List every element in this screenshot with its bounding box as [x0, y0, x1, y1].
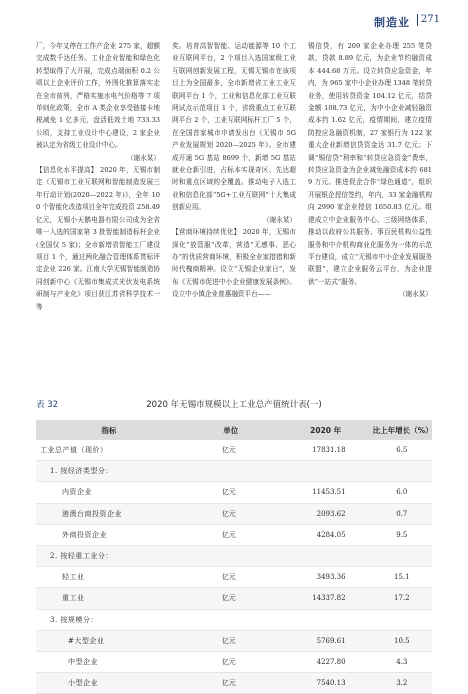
- row-indicator: 中型企业: [36, 651, 182, 672]
- paragraph: 【营商环境持续优化】 2020 年，无锡市深化“放管服”改革，营造“无感事、恶心办”的优质营商环境，积极全业家措措和新时代槐商精神。设立“无锡企业家日”，发布《无锡市促进中小企业健康发展条例》。设立中小镇企业普惠融资平台——: [172, 228, 296, 299]
- row-growth: 9.5: [372, 524, 432, 545]
- section-title: 制造业: [374, 16, 410, 29]
- row-indicator: 外商投资企业: [36, 524, 182, 545]
- table-row: [36, 482, 432, 503]
- text-column-3: [308, 40, 432, 301]
- row-indicator: 工业总产值（现价）: [36, 440, 182, 461]
- header-growth: 比上年增长（%）: [372, 420, 432, 440]
- row-unit: 亿元: [182, 630, 280, 651]
- table-row: [36, 567, 432, 588]
- table-row: [36, 651, 432, 672]
- table-row: [36, 630, 432, 651]
- row-value: 14337.82: [280, 588, 372, 609]
- row-indicator: 小型企业: [36, 673, 182, 694]
- paragraph: 奖。培育高智智能、运动能源等 10 个工业互联网平台，2 个项目入选国家级工业互联网创新发展工程，无锡无锡市在该项目上为全国最多，全市新增省工业工业互联网平台 1 个，工业和信息化部工业互联网试点示范项目 1 个，省级重点工业互联网平台 2 个，工业互联网标杆工厂 5 个，在全国首家城市申请发出台《无锡市 5G 产业发展规划 2020—2025 年》。全市建成开通 5G 基站 8699 个，新增 5G 基站就业仓新引进，占标本实现奇区、先达超时和重点区域的全覆盖。推动电子入选工业和信息化部“5G+工业互联网”十大集成创新应用。: [172, 42, 296, 212]
- row-value: [280, 461, 372, 482]
- table-header-row: [36, 420, 432, 440]
- row-unit: [182, 545, 280, 566]
- article-body: [36, 40, 432, 340]
- row-indicator: 内资企业: [36, 482, 182, 503]
- row-value: 4227.80: [280, 651, 372, 672]
- table-row: [36, 588, 432, 609]
- row-unit: [182, 461, 280, 482]
- text-column-2: [172, 40, 296, 301]
- row-growth: 15.1: [372, 567, 432, 588]
- row-growth: 4.3: [372, 651, 432, 672]
- table-number: 表 32: [36, 400, 59, 410]
- row-unit: 亿元: [182, 673, 280, 694]
- paragraph: 【信息化水平提高】 2020 年，无锡市制定《无锡市工业互联网和智能制造发展三年行动计划(2020—2022 年)》，全年 100 个智能化改造项目全年完成投资 258.49 亿元，无锡小天鹅电器有限公司成为全省唯一入选的国家第 3 批智能制造标杆企业(全国仅 5 家)；全市新增省智能工厂建设项目 1 个，通过两化融合管理体系贯标评定企业 226 家。江南大学无锡智能制造协同创新中心《无锡市集成式光伏发电系统研制与产业化》项目获江苏省科学技术一等: [36, 166, 160, 311]
- row-unit: [182, 609, 280, 630]
- page-header: [0, 0, 468, 34]
- header-unit: 单位: [182, 420, 280, 440]
- row-indicator: #大型企业: [36, 630, 182, 651]
- row-growth: [372, 461, 432, 482]
- row-growth: 17.2: [372, 588, 432, 609]
- statistics-table: [36, 420, 432, 694]
- row-value: 5769.61: [280, 630, 372, 651]
- table-title: 2020 年无锡市规模以上工业总产值统计表(一): [146, 400, 322, 410]
- row-unit: 亿元: [182, 524, 280, 545]
- row-unit: 亿元: [182, 588, 280, 609]
- row-unit: 亿元: [182, 503, 280, 524]
- row-indicator: 轻工业: [36, 567, 182, 588]
- row-indicator: 3. 按规模分：: [36, 609, 182, 630]
- table-row: [36, 440, 432, 461]
- paragraph: 厂，今年又停在工作产企业 275 家，超额完成数千达任务。工业企业智能和绿色化转型取得了大开展，完成点端面积 0.2 公顷以上企业评价工作，外围化推算落实走在全市前列，严格实施水电气价格等 7 项单则化政策，全市 A 类企业享受链接卡地税减免 1 亿多元，盘活低效土地 733.33 公顷，支持工业设计中心建设，2 家企业被认定为省级工业设计中心。: [36, 42, 160, 150]
- source-note: （谢永某）: [263, 215, 296, 224]
- table-row: [36, 609, 432, 630]
- row-unit: 亿元: [182, 482, 280, 503]
- page-number: 271: [420, 14, 440, 25]
- row-growth: [372, 609, 432, 630]
- row-growth: 3.2: [372, 673, 432, 694]
- row-growth: 6.5: [372, 440, 432, 461]
- row-unit: 亿元: [182, 651, 280, 672]
- table-caption: [36, 398, 432, 410]
- row-indicator: 2. 按轻重工业分：: [36, 545, 182, 566]
- row-indicator: 重工业: [36, 588, 182, 609]
- table-row: [36, 503, 432, 524]
- table-row: [36, 461, 432, 482]
- source-note: （谢永某）: [399, 290, 432, 299]
- header-year: 2020 年: [280, 420, 372, 440]
- row-indicator: 1. 按经济类型分：: [36, 461, 182, 482]
- row-value: [280, 609, 372, 630]
- row-value: 2093.62: [280, 503, 372, 524]
- table-row: [36, 545, 432, 566]
- row-growth: 6.0: [372, 482, 432, 503]
- row-growth: 0.7: [372, 503, 432, 524]
- paragraph: 锡信贷，有 209 家企业办理 255 笔贷款，贷款 8.89 亿元，为企业节约融资成本 444.68 万元。设立转贷应急资金，年内，为 965 家中小企业办理 1348 笔转贷业务，使用转贷资金 104.12 亿元，结贷金额 108.73 亿元，为中小企业减轻融资成本约 1.62 亿元，疫情期间，建立疫情防控应急融资机制，27 家银行为 122 家重大企业新增信贷资金达 31.7 亿元；下调“锡信贷”利率和“转贷应急资金”费率，转贷应急资金为企业减免融资成本约 6819 万元。推进促企合作“绿色通道”，组织开展银企授信签约，年内，33 家金融机构向 2990 家企业授信 1650.83 亿元。组建成立中企业服务中心、三级网络体系，推动以政府公共服务、事百民机构公益性服务和中介机构商业化服务为一体的示范平台建设，成立“无锡市中小企业发展服务联盟”，建立企业服务云平台，为企业提供“一站式”服务。: [308, 42, 432, 286]
- table-row: [36, 673, 432, 694]
- row-growth: [372, 545, 432, 566]
- row-value: 11453.51: [280, 482, 372, 503]
- text-column-1: [36, 40, 160, 313]
- row-value: 3493.36: [280, 567, 372, 588]
- header-divider: [417, 14, 418, 26]
- row-value: 17831.18: [280, 440, 372, 461]
- row-unit: 亿元: [182, 567, 280, 588]
- header-indicator: 指标: [36, 420, 182, 440]
- table-row: [36, 524, 432, 545]
- source-note: （谢永某）: [127, 153, 160, 162]
- row-unit: 亿元: [182, 440, 280, 461]
- row-value: 7540.13: [280, 673, 372, 694]
- row-growth: 10.5: [372, 630, 432, 651]
- row-value: 4284.05: [280, 524, 372, 545]
- row-value: [280, 545, 372, 566]
- row-indicator: 港澳台商投资企业: [36, 503, 182, 524]
